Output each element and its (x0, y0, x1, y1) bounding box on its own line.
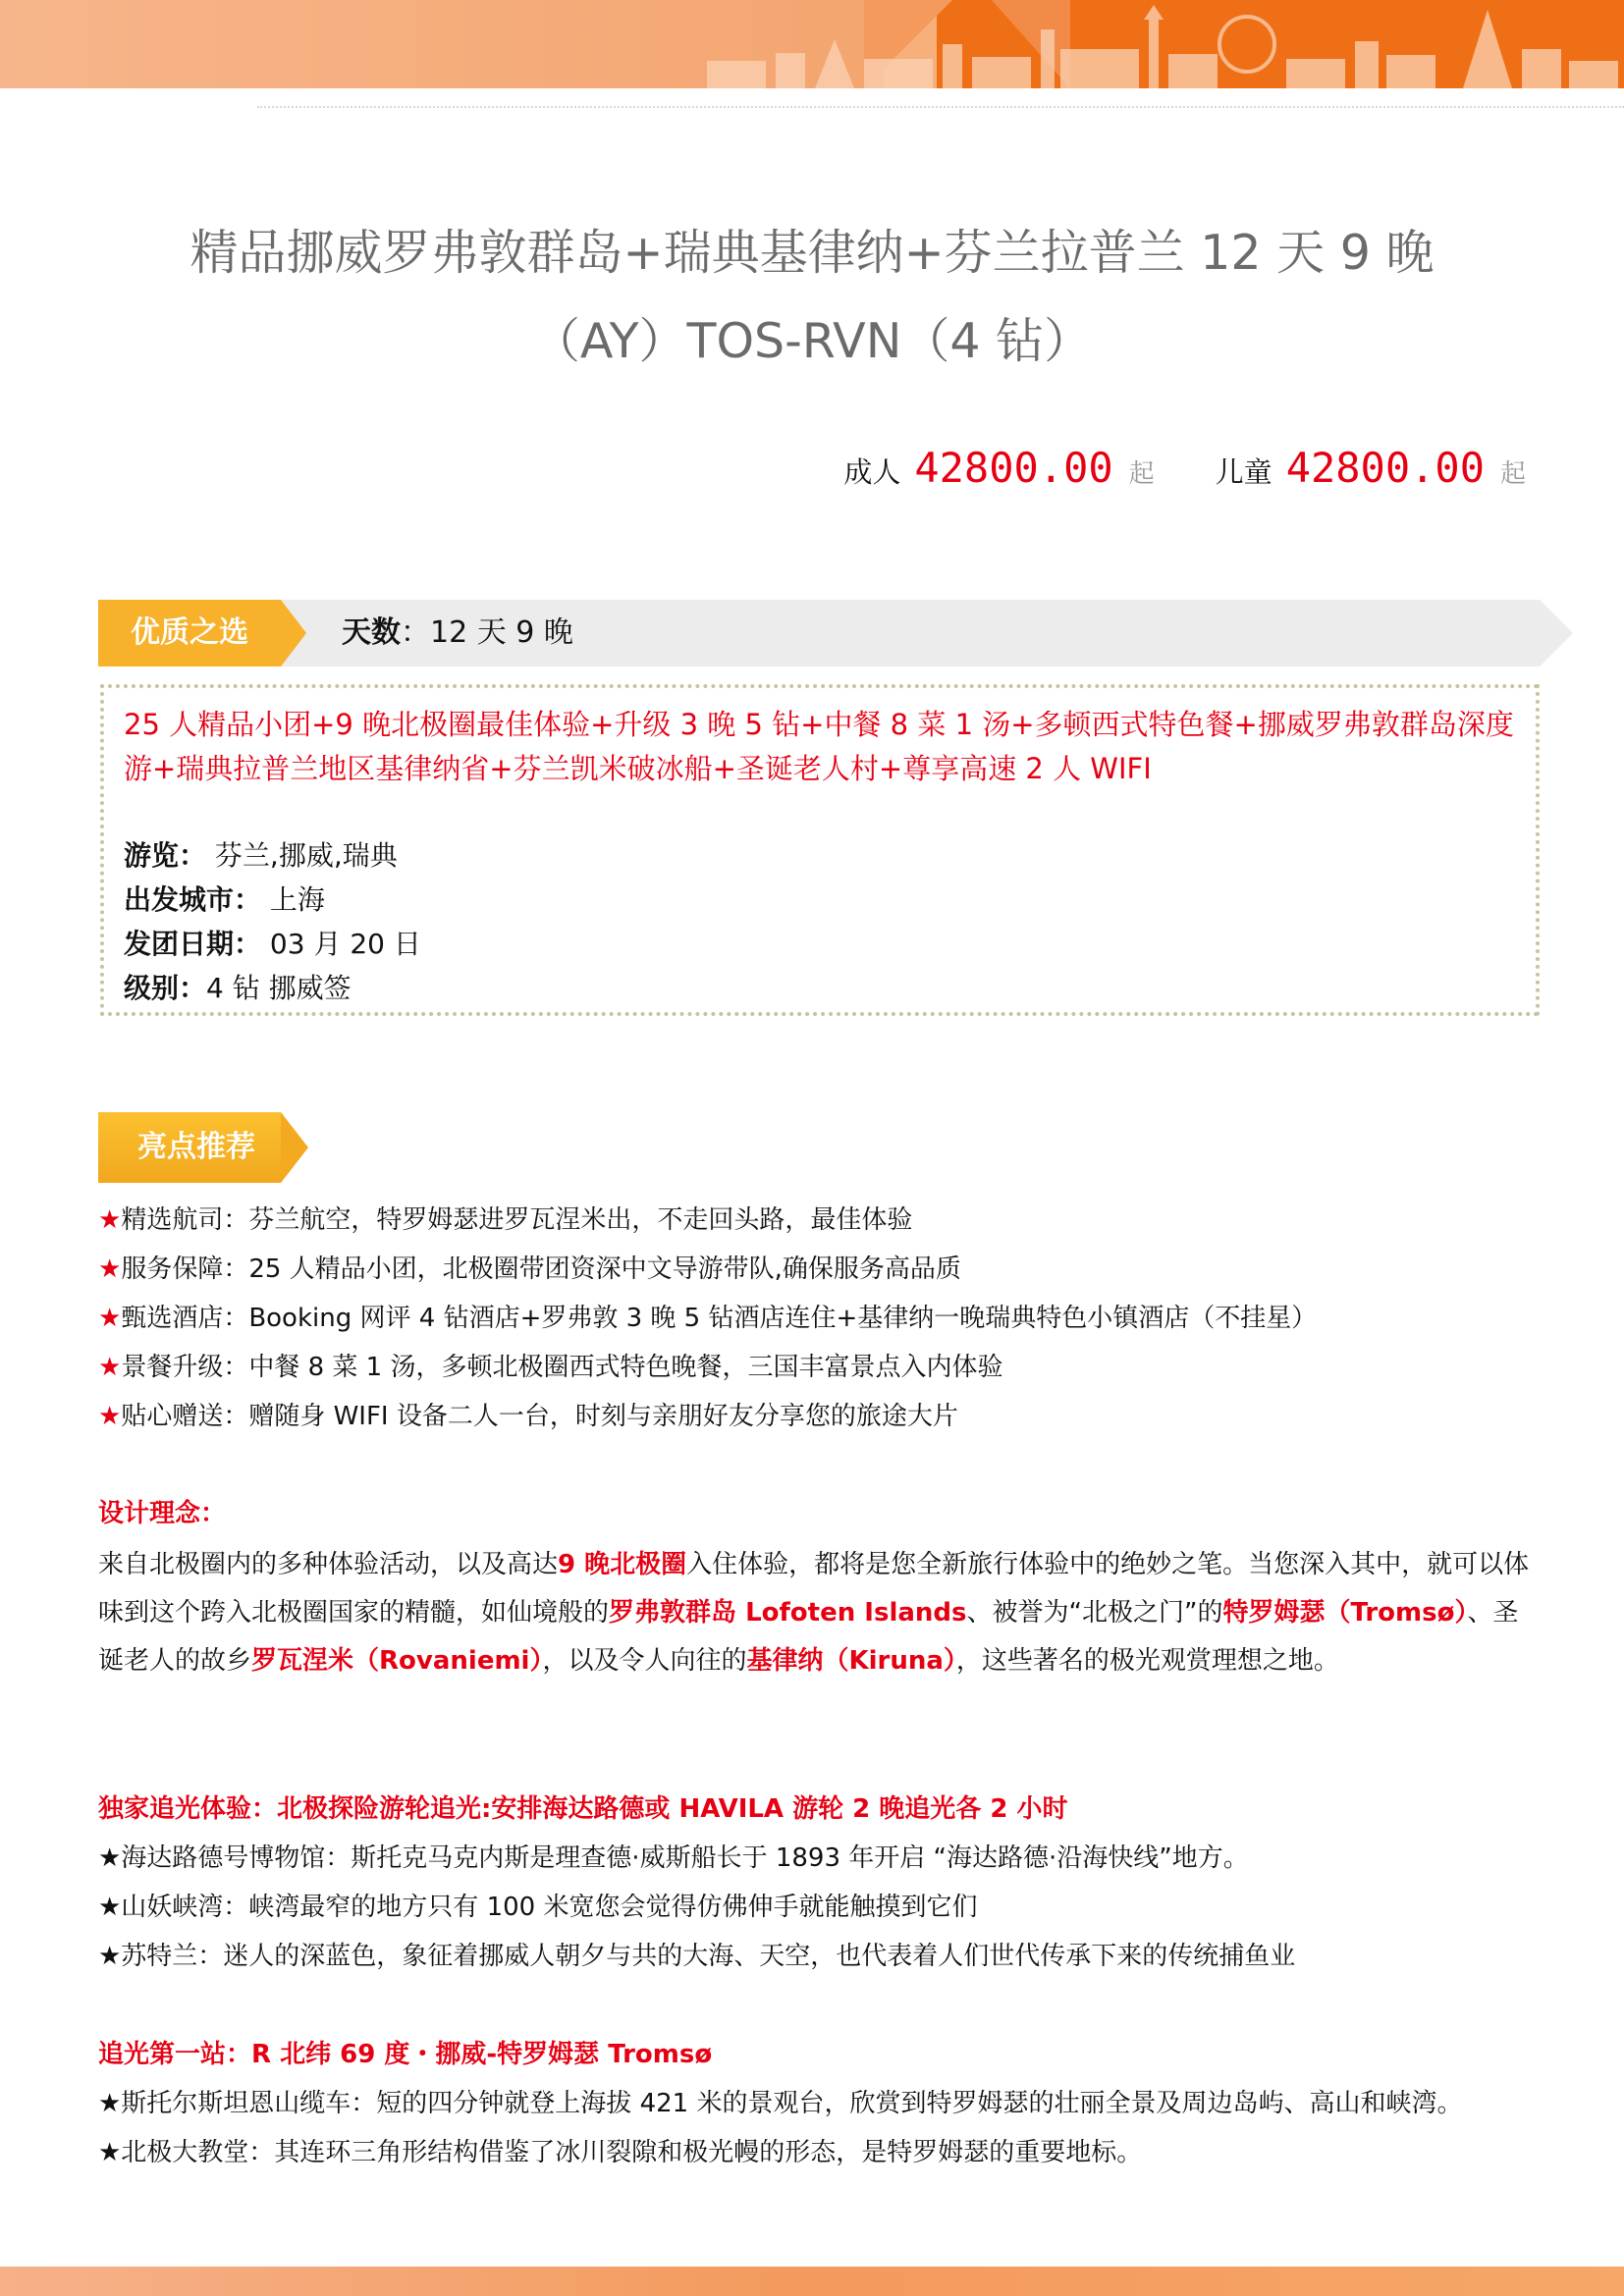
header-divider (257, 106, 1624, 108)
date-value: 03 月 20 日 (269, 928, 421, 960)
highlight-item: ★服务保障：25 人精品小团，北极圈带团资深中文导游带队,确保服务高品质 (98, 1255, 961, 1284)
adult-price-label: 成人 (843, 455, 901, 489)
price-row (843, 444, 1526, 503)
page-title-line-2: （AY）TOS-RVN（4 钻） (531, 313, 1093, 369)
city-value: 上海 (269, 883, 325, 916)
star-icon: ★ (98, 1205, 122, 1235)
exclusive-title: 独家追光体验：北极探险游轮追光:安排海达路德或 HAVILA 游轮 2 晚追光各 2 小时 (98, 1794, 1068, 1824)
highlight-item: ★甄选酒店：Booking 网评 4 钻酒店+罗弗敦 3 晚 5 钻酒店连住+基律纳一晚瑞典特色小镇酒店（不挂星） (98, 1304, 1318, 1333)
departure-city (124, 881, 325, 920)
star-icon: ★ (98, 1402, 122, 1431)
adult-price-suffix: 起 (1128, 459, 1155, 489)
star-icon: ★ (98, 1255, 122, 1284)
footer-band (0, 2267, 1624, 2296)
stop1-item: ★斯托尔斯坦恩山缆车：短的四分钟就登上海拔 421 米的景观台，欣赏到特罗姆瑟的壮丽全景及周边岛屿、高山和峡湾。 (98, 2089, 1463, 2118)
trip-summary: 25 人精品小团+9 晚北极圈最佳体验+升级 3 晚 5 钻+中餐 8 菜 1 汤+多顿西式特色餐+挪威罗弗敦群岛深度游+瑞典拉普兰地区基律纳省+芬兰凯米破冰船+圣诞老人村+尊享高速 2 人 WIFI (124, 708, 1514, 785)
level-label: 级别： (124, 972, 207, 1004)
page-title-line-1: 精品挪威罗弗敦群岛+瑞典基律纳+芬兰拉普兰 12 天 9 晚 (189, 225, 1435, 281)
adult-price: 42800.00 (914, 444, 1113, 492)
stop1-item: ★北极大教堂：其连环三角形结构借鉴了冰川裂隙和极光幔的形态，是特罗姆瑟的重要地标。 (98, 2138, 1143, 2167)
tour-value: 芬兰,挪威,瑞典 (214, 839, 398, 872)
design-concept-title: 设计理念： (98, 1499, 227, 1528)
tour-countries (124, 836, 398, 876)
feature-tag-arrow-icon (281, 600, 306, 667)
tour-label: 游览： (124, 839, 207, 872)
child-price: 42800.00 (1285, 444, 1485, 492)
feature-bar-arrow-icon (1540, 600, 1573, 667)
exclusive-item: ★苏特兰：迷人的深蓝色，象征着挪威人朝夕与共的大海、天空，也代表着人们世代传承下来的传统捕鱼业 (98, 1942, 1296, 1971)
design-concept-paragraph: 来自北极圈内的多种体验活动，以及高达9 晚北极圈入住体验，都将是您全新旅行体验中的绝妙之笔。当您深入其中，就可以体味到这个跨入北极圈国家的精髓，如仙境般的罗弗敦群岛 Lofoten Islands、被誉为“北极之门”的特罗姆瑟（Tromsø）、圣诞老人的故乡罗瓦涅米（Rovaniemi），以及令人向往的基律纳（Kiruna），这些著名的极光观赏理想之地。 (98, 1550, 1530, 1676)
level-value: 4 钻 挪威签 (206, 972, 352, 1004)
city-skyline-icon (687, 0, 1624, 88)
header-banner (0, 0, 1624, 88)
highlight-item: ★精选航司：芬兰航空，特罗姆瑟进罗瓦涅米出，不走回头路，最佳体验 (98, 1205, 913, 1235)
star-icon: ★ (98, 1304, 122, 1333)
city-label: 出发城市： (124, 883, 262, 916)
date-label: 发团日期： (124, 928, 262, 960)
stop1-title: 追光第一站：R 北纬 69 度・挪威-特罗姆瑟 Tromsø (98, 2040, 713, 2069)
tour-level (124, 969, 352, 1008)
exclusive-item: ★山妖峡湾：峡湾最窄的地方只有 100 米宽您会觉得仿佛伸手就能触摸到它们 (98, 1893, 978, 1922)
exclusive-item: ★海达路德号博物馆：斯托克马克内斯是理查德·威斯船长于 1893 年开启 “海达路德·沿海快线”地方。 (98, 1843, 1249, 1873)
highlights-tag-label: 亮点推荐 (137, 1130, 255, 1164)
feature-bar (98, 600, 1540, 667)
feature-tag-label: 优质之选 (131, 615, 248, 650)
star-icon: ★ (98, 1353, 122, 1382)
days-label: 天数 (342, 615, 401, 650)
days-info (342, 600, 573, 667)
child-price-suffix: 起 (1499, 459, 1526, 489)
highlight-item: ★景餐升级：中餐 8 菜 1 汤，多顿北极圈西式特色晚餐，三国丰富景点入内体验 (98, 1353, 1003, 1382)
days-value: ：12 天 9 晚 (401, 615, 573, 650)
departure-date (124, 925, 421, 964)
highlight-item: ★贴心赠送：赠随身 WIFI 设备二人一台，时刻与亲朋好友分享您的旅途大片 (98, 1402, 958, 1431)
child-price-label: 儿童 (1215, 455, 1272, 489)
